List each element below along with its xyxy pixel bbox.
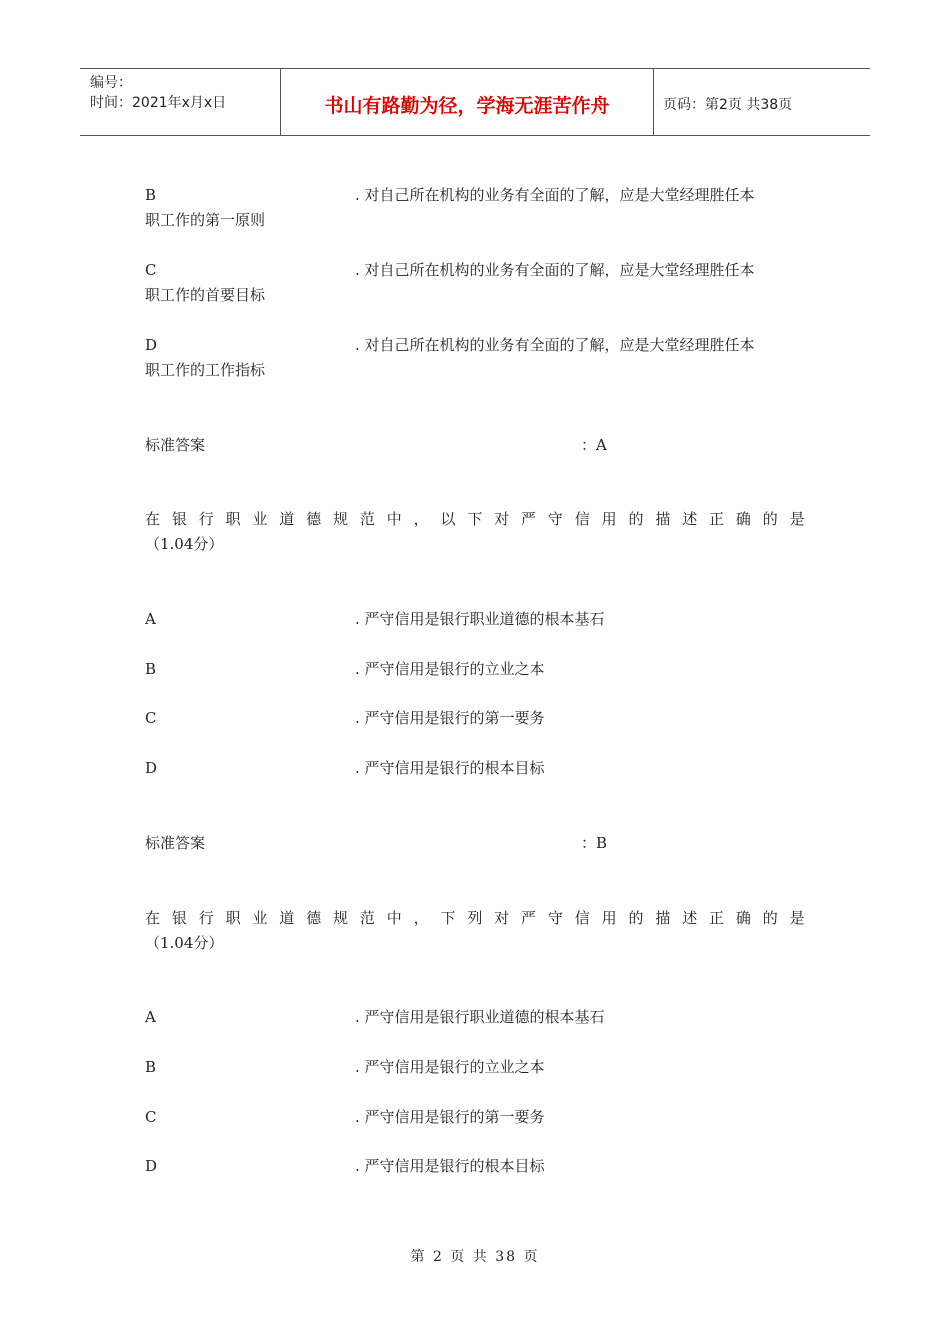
stem-char: 信 xyxy=(574,510,590,528)
option-text-continued: 职工作的第一原则 xyxy=(145,211,266,229)
time-label: 时间：2021年x月x日 xyxy=(90,95,227,111)
stem-char: 德 xyxy=(306,909,322,927)
option-text: . 对自己所在机构的业务有全面的了解，应是大堂经理胜任本 xyxy=(355,186,755,204)
stem-char: 行 xyxy=(198,510,214,528)
stem-char: 道 xyxy=(279,510,295,528)
stem-char: 守 xyxy=(547,510,563,528)
question-3 xyxy=(145,906,805,956)
stem-char: 中 xyxy=(386,909,402,927)
question-2 xyxy=(145,507,805,557)
stem-char: 对 xyxy=(494,510,510,528)
question-score: （1.04分） xyxy=(145,535,224,553)
stem-char: 规 xyxy=(333,510,349,528)
stem-char: 在 xyxy=(145,510,161,528)
stem-char: 述 xyxy=(682,909,698,927)
stem-char: 道 xyxy=(279,909,295,927)
option-letter: C xyxy=(145,1108,157,1126)
option-letter: C xyxy=(145,709,157,727)
stem-char: 守 xyxy=(547,909,563,927)
option-text: . 对自己所在机构的业务有全面的了解，应是大堂经理胜任本 xyxy=(355,336,755,354)
answer-value: ：A xyxy=(581,436,607,454)
question-stem xyxy=(145,507,805,532)
option-letter: A xyxy=(145,610,156,628)
option-text-continued: 职工作的工作指标 xyxy=(145,361,266,379)
stem-char: 描 xyxy=(655,510,671,528)
header-page-info: 页码：第2页 共38页 xyxy=(663,97,793,113)
stem-char: 的 xyxy=(762,510,778,528)
option-text: . 严守信用是银行职业道德的根本基石 xyxy=(355,610,605,628)
stem-char: 列 xyxy=(467,909,483,927)
stem-char: 描 xyxy=(655,909,671,927)
stem-char: 正 xyxy=(709,510,725,528)
option-letter: D xyxy=(145,336,158,354)
stem-char: 中 xyxy=(386,510,402,528)
stem-char: 以 xyxy=(440,510,456,528)
option-letter: B xyxy=(145,660,157,678)
stem-char: 的 xyxy=(628,510,644,528)
option-text: . 严守信用是银行的立业之本 xyxy=(355,1058,545,1076)
option-letter: D xyxy=(145,759,158,777)
stem-char: 正 xyxy=(709,909,725,927)
page-footer: 第 2 页 共 38 页 xyxy=(410,1249,540,1265)
option-text: . 对自己所在机构的业务有全面的了解，应是大堂经理胜任本 xyxy=(355,261,755,279)
question-score: （1.04分） xyxy=(145,934,224,952)
stem-char: 职 xyxy=(225,510,241,528)
stem-char: 职 xyxy=(225,909,241,927)
stem-char: 确 xyxy=(735,909,751,927)
stem-char: 范 xyxy=(359,909,375,927)
option-text: . 严守信用是银行的根本目标 xyxy=(355,759,545,777)
question-stem xyxy=(145,906,805,931)
option-text: . 严守信用是银行的立业之本 xyxy=(355,660,545,678)
option-letter: B xyxy=(145,186,157,204)
stem-char: 信 xyxy=(574,909,590,927)
stem-char: 用 xyxy=(601,510,617,528)
answer-label: 标准答案 xyxy=(145,436,206,454)
option-text: . 严守信用是银行的根本目标 xyxy=(355,1157,545,1175)
option-letter: C xyxy=(145,261,157,279)
stem-char: 在 xyxy=(145,909,161,927)
stem-char: 银 xyxy=(171,510,187,528)
option-letter: A xyxy=(145,1008,156,1026)
stem-char: 的 xyxy=(628,909,644,927)
stem-char: 对 xyxy=(494,909,510,927)
page-header xyxy=(80,68,870,136)
stem-char: 严 xyxy=(521,909,537,927)
header-motto: 书山有路勤为径，学海无涯苦作舟 xyxy=(281,69,654,135)
stem-char: ， xyxy=(413,510,429,528)
option-text: . 严守信用是银行的第一要务 xyxy=(355,709,545,727)
header-left-cell xyxy=(80,69,281,135)
stem-char: 下 xyxy=(467,510,483,528)
stem-char: 是 xyxy=(789,909,805,927)
option-letter: B xyxy=(145,1058,157,1076)
stem-char: ， xyxy=(413,909,429,927)
answer-value: ：B xyxy=(581,834,608,852)
stem-char: 述 xyxy=(682,510,698,528)
stem-char: 是 xyxy=(789,510,805,528)
option-text-continued: 职工作的首要目标 xyxy=(145,286,266,304)
stem-char: 德 xyxy=(306,510,322,528)
stem-char: 用 xyxy=(601,909,617,927)
number-label: 编号： xyxy=(90,75,132,91)
option-text: . 严守信用是银行职业道德的根本基石 xyxy=(355,1008,605,1026)
answer-label: 标准答案 xyxy=(145,834,206,852)
stem-char: 的 xyxy=(762,909,778,927)
stem-char: 确 xyxy=(735,510,751,528)
stem-char: 严 xyxy=(521,510,537,528)
stem-char: 范 xyxy=(359,510,375,528)
stem-char: 下 xyxy=(440,909,456,927)
stem-char: 规 xyxy=(333,909,349,927)
stem-char: 银 xyxy=(171,909,187,927)
stem-char: 业 xyxy=(252,909,268,927)
option-letter: D xyxy=(145,1157,158,1175)
option-text: . 严守信用是银行的第一要务 xyxy=(355,1108,545,1126)
stem-char: 业 xyxy=(252,510,268,528)
stem-char: 行 xyxy=(198,909,214,927)
